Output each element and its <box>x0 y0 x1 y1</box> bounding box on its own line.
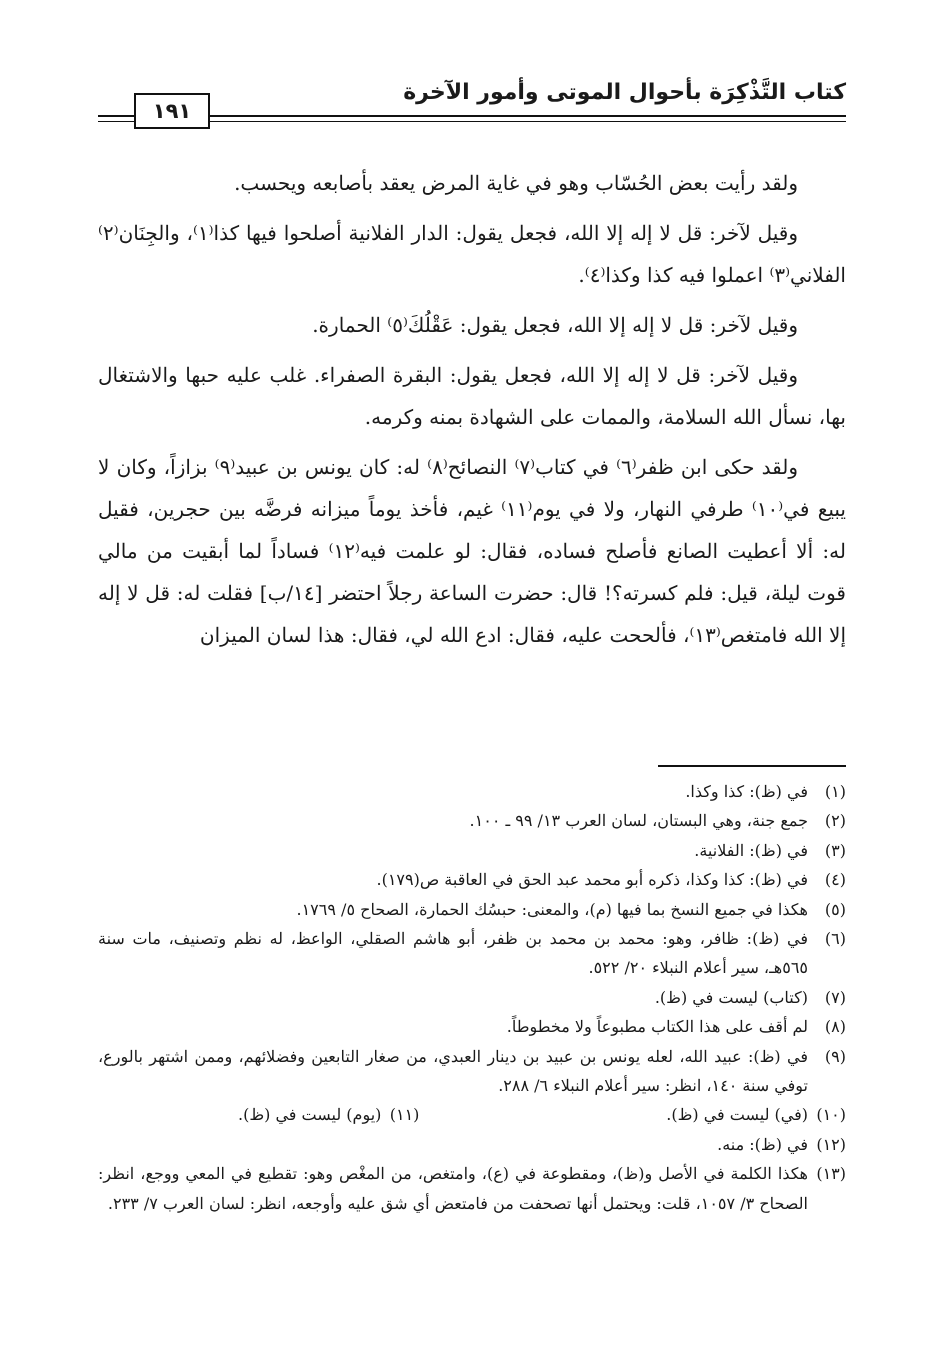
footnote <box>98 836 846 865</box>
paragraph: ولقد رأيت بعض الحُسّاب وهو في غاية المرض يعقد بأصابعه ويحسب. <box>234 171 798 195</box>
footnote-number: (٩) <box>824 1046 846 1066</box>
header-rule <box>98 115 846 117</box>
footnote-number: (٧) <box>824 987 846 1007</box>
footnote-text: في (ظ): كذا وكذا. <box>685 782 808 801</box>
footnote-text: في (ظ): ظافر، وهو: محمد بن محمد بن ظفر، أبو هاشم الصقلي، الواعظ، له نظم وتصنيف، مات سنة ٥٦٥هـ، سير أعلام النبلاء ٢٠/ ٥٢٢. <box>98 929 808 978</box>
footnote-number: (١٢) <box>816 1134 846 1154</box>
footnote <box>238 1100 419 1129</box>
footnote-text: هكذا في جميع النسخ بما فيها (م)، والمعنى: حبسُك الحمارة، الصحاح ٥/ ١٧٦٩. <box>296 899 808 919</box>
running-title: كتاب التَّذْكِرَة بأحوال الموتى وأمور الآخرة <box>403 80 846 105</box>
footnote-text: (يوم) ليست في (ظ). <box>238 1105 382 1125</box>
footnote-number: (٤) <box>824 870 846 890</box>
paragraph: ولقد حكى ابن ظفر⁽٦⁾ في كتاب⁽٧⁾ النصائح⁽٨⁾ له: كان يونس بن عبيد⁽٩⁾ بزازاً، وكان لا يبيع في⁽١٠⁾ طرفي النهار، ولا في يوم⁽١١⁾ غيم، فأخذ يوماً ميزانه فرضَّه بين حجرين، فقيل له: ألا أعطيت الصانع فأصلح فساده، فقال: لو علمت فيه⁽١٢⁾ فساداً لما أبقيت من مالي قوت ليلة، قيل: فلم كسرته؟! قال: حضرت الساعة رجلاً احتضر [١٤/ب] فقلت له: قل لا إله إلا الله فامتغص⁽١٣⁾، فألححت عليه، فقال: ادع الله لي، فقال: هذا لسان الميزان <box>98 455 846 647</box>
footnote-text: (في) ليست في (ظ). <box>666 1105 808 1125</box>
footnote-text: (كتاب) ليست في (ظ). <box>654 987 808 1007</box>
footnote-text: في (ظ): عبيد الله، لعله يونس بن عبيد بن دينار العبدي، من صغار التابعين وفضلائهم، وممن اشتهر بالورع، توفي سنة ١٤٠، انظر: سير أعلام النبلاء ٦/ ٢٨٨. <box>98 1046 808 1096</box>
footnote-number: (١٣) <box>816 1164 846 1184</box>
footnote-text: لم أقف على هذا الكتاب مطبوعاً ولا مخطوطاً. <box>506 1017 808 1037</box>
footnote <box>98 1012 846 1041</box>
footnote-number: (١) <box>824 782 846 801</box>
main-text <box>98 162 846 664</box>
footnote-separator <box>658 765 846 767</box>
footnote-number: (١١) <box>389 1105 420 1125</box>
footnote <box>666 1100 846 1129</box>
footnote <box>98 806 846 835</box>
page-number: ١٩١ <box>134 93 210 129</box>
header-rule-thin <box>98 121 846 122</box>
footnote-text: في (ظ): منه. <box>717 1134 808 1154</box>
footnote-number: (٣) <box>824 840 846 860</box>
footnote-pair <box>98 1100 846 1129</box>
footnote-text: في (ظ): كذا وكذا، ذكره أبو محمد عبد الحق في العاقبة ص(١٧٩). <box>376 870 808 890</box>
footnote <box>98 924 846 983</box>
footnote-number: (١٠) <box>816 1105 846 1125</box>
footnote-text: جمع جنة، وهي البستان، لسان العرب ١٣/ ٩٩ ـ ١٠٠. <box>469 811 808 831</box>
footnote <box>98 1130 846 1159</box>
page-header <box>98 70 846 130</box>
footnote <box>98 865 846 894</box>
footnote <box>98 1159 846 1218</box>
paragraph: وقيل لآخر: قل لا إله إلا الله، فجعل يقول: الدار الفلانية أصلحوا فيها كذا⁽١⁾، والجِنَان⁽٢⁾ الفلاني⁽٣⁾ اعملوا فيه كذا وكذا⁽٤⁾. <box>98 221 846 287</box>
footnote-text: هكذا الكلمة في الأصل و(ظ)، ومقطوعة في (ع)، وامتغص، من المغْص وهو: تقطيع في المعي ووجع، انظر: الصحاح ٣/ ١٠٥٧، قلت: ويحتمل أنها تصحفت من فامتعض أي شق عليه وأوجعه، انظر: لسان العرب ٧/ ٢٣٣. <box>98 1164 808 1213</box>
footnote-number: (٥) <box>824 899 846 919</box>
footnote <box>98 777 846 806</box>
footnote-text: في (ظ): الفلانية. <box>694 840 808 860</box>
paragraph: وقيل لآخر: قل لا إله إلا الله، فجعل يقول: عَقْلُكَ⁽٥⁾ الحمارة. <box>312 313 798 337</box>
paragraph: وقيل لآخر: قل لا إله إلا الله، فجعل يقول: البقرة الصفراء. غلب عليه حبها والاشتغال بها، نسأل الله السلامة، والممات على الشهادة بمنه وكرمه. <box>98 363 846 429</box>
footnote-number: (٢) <box>824 811 846 831</box>
footnote <box>98 983 846 1012</box>
footnotes <box>98 777 846 1218</box>
footnote <box>98 895 846 924</box>
footnote <box>98 1042 846 1101</box>
footnote-number: (٨) <box>824 1017 846 1037</box>
footnote-number: (٦) <box>824 929 846 949</box>
